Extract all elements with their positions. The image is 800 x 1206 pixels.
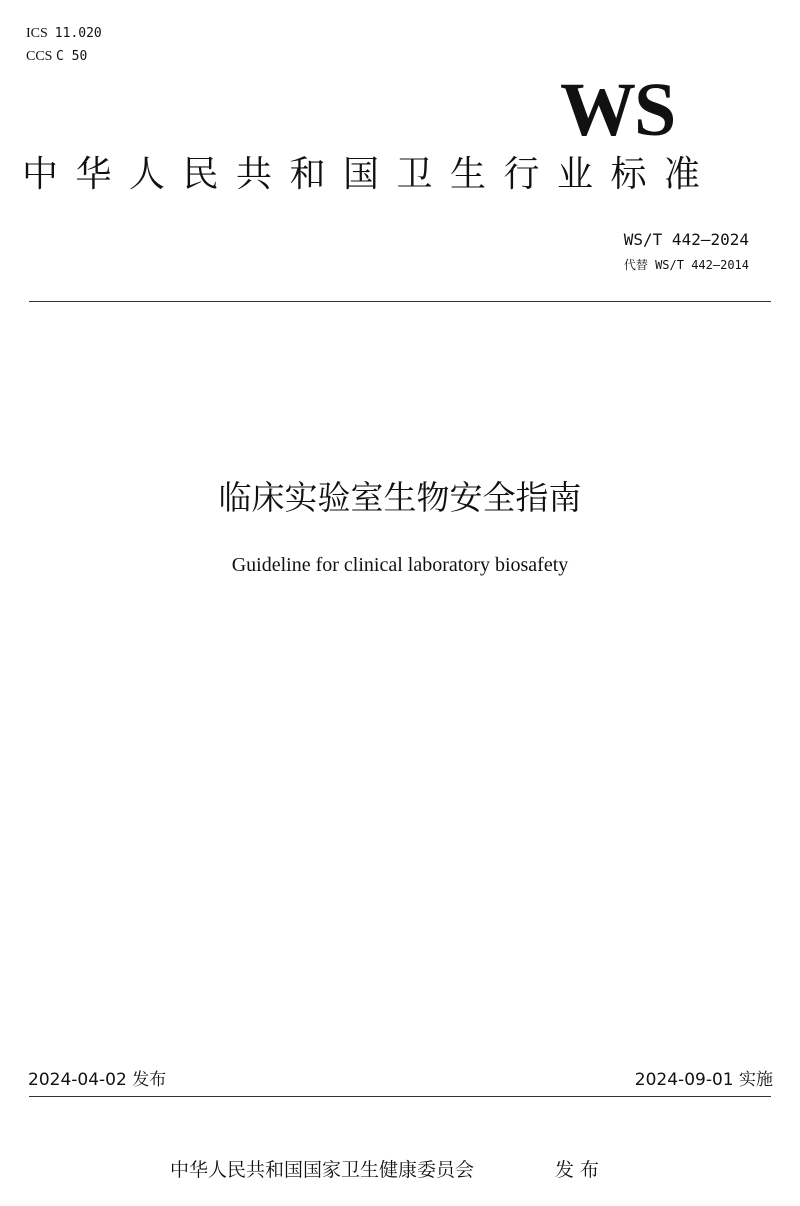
ics-code — [26, 26, 102, 42]
bottom-divider — [29, 1096, 771, 1097]
top-divider — [29, 301, 771, 302]
publish-date: 2024-04-02 发布 — [28, 1070, 167, 1090]
document-title-en: Guideline for clinical laboratory biosafety — [231, 554, 569, 576]
ws-logo: WS — [560, 68, 675, 152]
standard-type-heading: 中华人民共和国卫生行业标准 — [22, 154, 718, 195]
standard-number: WS/T 442—2024 — [623, 230, 749, 249]
issuer-name: 中华人民共和国国家卫生健康委员会 — [170, 1159, 475, 1181]
ccs-code — [26, 49, 87, 65]
ccs-value: C 50 — [55, 49, 88, 64]
implement-date: 2024-09-01 实施 — [634, 1070, 773, 1090]
document-title-cn: 临床实验室生物安全指南 — [218, 478, 582, 517]
replaces-standard: 代替 WS/T 442—2014 — [623, 258, 749, 272]
ccs-label: CCS — [26, 49, 53, 64]
issuer-action: 发 布 — [555, 1159, 600, 1181]
ics-value: 11.020 — [54, 26, 102, 41]
ics-label: ICS — [26, 26, 48, 41]
